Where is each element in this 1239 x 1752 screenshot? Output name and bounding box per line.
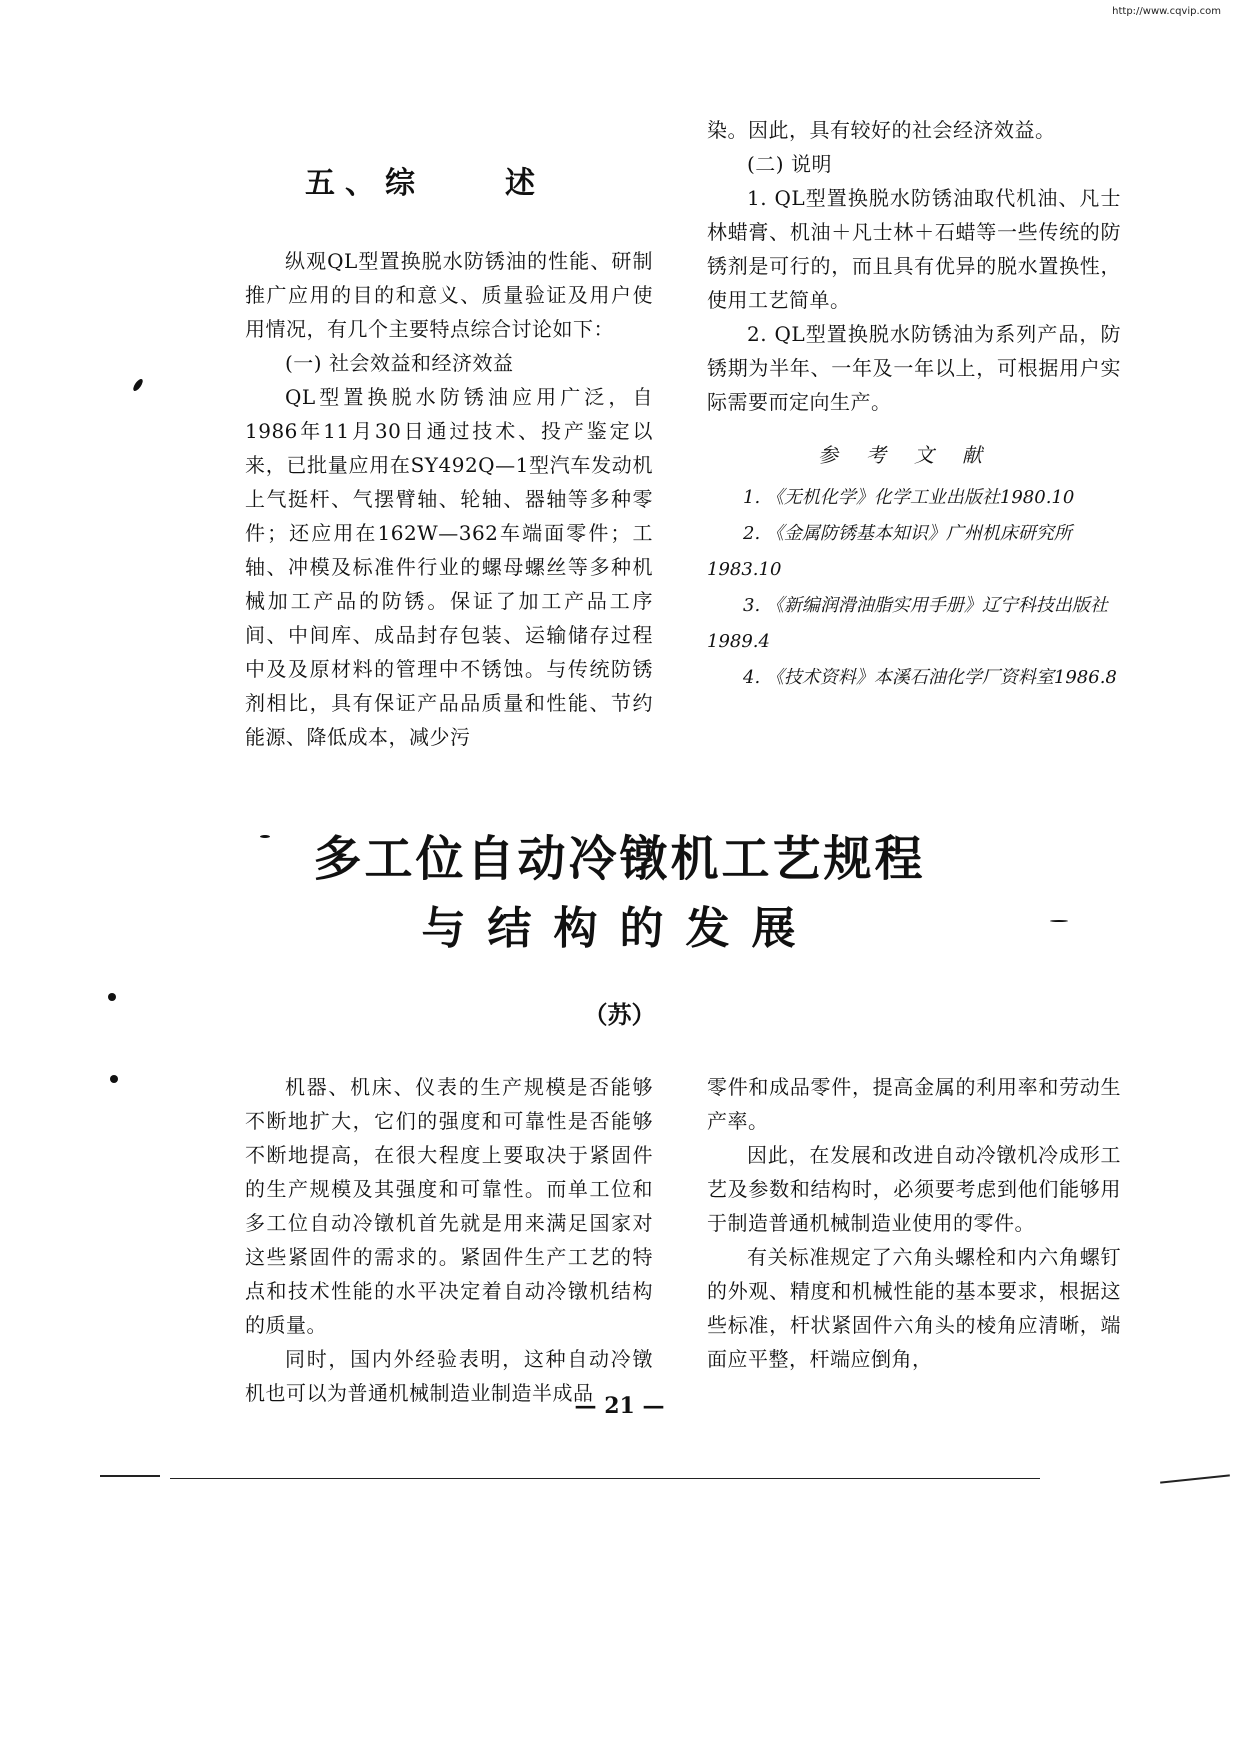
scan-speck bbox=[108, 993, 116, 1001]
continuation-paragraph: 染。因此，具有较好的社会经济效益。 bbox=[707, 118, 1056, 142]
subsection-heading: (一) 社会效益和经济效益 bbox=[285, 351, 514, 375]
benefits-paragraph: QL型置换脱水防锈油应用广泛，自1986年11月30日通过技术、投产鉴定以来，已批量应用在SY492Q—1型汽车发动机上气挺杆、气摆臂轴、轮轴、器轴等多种零件；还应用在162W—362车端面零件；工轴、冲模及标准件行业的螺母螺丝等多种机械加工产品的防锈。保证了加工产品工序间、中间库、成品封存包装、运输储存过程中及及原材料的管理中不锈蚀。与传统防锈剂相比，具有保证产品品质量和性能、节约能源、降低成本，减少污 bbox=[245, 385, 653, 749]
bottom-rule bbox=[100, 1475, 160, 1477]
scan-speck bbox=[260, 835, 270, 838]
page-number: — 21 — bbox=[574, 1393, 665, 1419]
source-url: http://www.cqvip.com bbox=[1112, 6, 1221, 17]
reference-item: 1. 《无机化学》化学工业出版社1980.10 bbox=[743, 487, 1075, 508]
scan-speck bbox=[132, 378, 145, 393]
top-left-column bbox=[245, 120, 653, 754]
article-paragraph: 同时，国内外经验表明，这种自动冷镦机也可以为普通机械制造业制造半成品 bbox=[245, 1347, 653, 1405]
summary-paragraph: 纵观QL型置换脱水防锈油的性能、研制推广应用的目的和意义、质量验证及用户使用情况，有几个主要特点综合讨论如下： bbox=[245, 249, 653, 341]
article-author: （苏） bbox=[583, 1000, 656, 1029]
note-paragraph: 1. QL型置换脱水防锈油取代机油、凡士林蜡膏、机油＋凡士林＋石蜡等一些传统的防锈剂是可行的，而且具有优异的脱水置换性，使用工艺简单。 bbox=[707, 186, 1121, 312]
reference-item: 4. 《技术资料》本溪石油化学厂资料室1986.8 bbox=[743, 667, 1117, 688]
section-title: 五、综 述 bbox=[305, 166, 545, 201]
article-paragraph: 机器、机床、仪表的生产规模是否能够不断地扩大，它们的强度和可靠性是否能够不断地提高，在很大程度上要取决于紧固件的生产规模及其强度和可靠性。而单工位和多工位自动冷镦机首先就是用来满足国家对这些紧固件的需求的。紧固件生产工艺的特点和技术性能的水平决定着自动冷镦机结构的质量。 bbox=[245, 1075, 653, 1337]
reference-item: 2. 《金属防锈基本知识》广州机床研究所1983.10 bbox=[707, 523, 1072, 580]
article-paragraph: 有关标准规定了六角头螺栓和内六角螺钉的外观、精度和机械性能的基本要求，根据这些标准，杆状紧固件六角头的棱角应清晰，端面应平整，杆端应倒角， bbox=[707, 1245, 1121, 1371]
subsection-heading: (二) 说明 bbox=[747, 152, 832, 176]
article-paragraph: 因此，在发展和改进自动冷镦机冷成形工艺及参数和结构时，必须要考虑到他们能够用于制造普通机械制造业使用的零件。 bbox=[707, 1143, 1121, 1235]
article-right-column bbox=[707, 1070, 1121, 1376]
scan-speck bbox=[1050, 920, 1068, 922]
bottom-rule bbox=[1160, 1474, 1230, 1483]
note-paragraph: 2. QL型置换脱水防锈油为系列产品，防锈期为半年、一年及一年以上，可根据用户实际需要而定向生产。 bbox=[707, 322, 1121, 414]
references-title: 参考文献 bbox=[818, 443, 1010, 467]
article-title-line2: 与结构的发展 bbox=[421, 903, 818, 954]
article-left-column bbox=[245, 1070, 653, 1410]
bottom-rule bbox=[170, 1478, 1040, 1479]
article-paragraph: 零件和成品零件，提高金属的利用率和劳动生产率。 bbox=[707, 1075, 1121, 1133]
article-title-line1: 多工位自动冷镦机工艺规程 bbox=[313, 831, 926, 887]
scan-speck bbox=[110, 1075, 118, 1083]
top-right-column bbox=[707, 113, 1121, 696]
reference-item: 3. 《新编润滑油脂实用手册》辽宁科技出版社1989.4 bbox=[707, 595, 1108, 652]
